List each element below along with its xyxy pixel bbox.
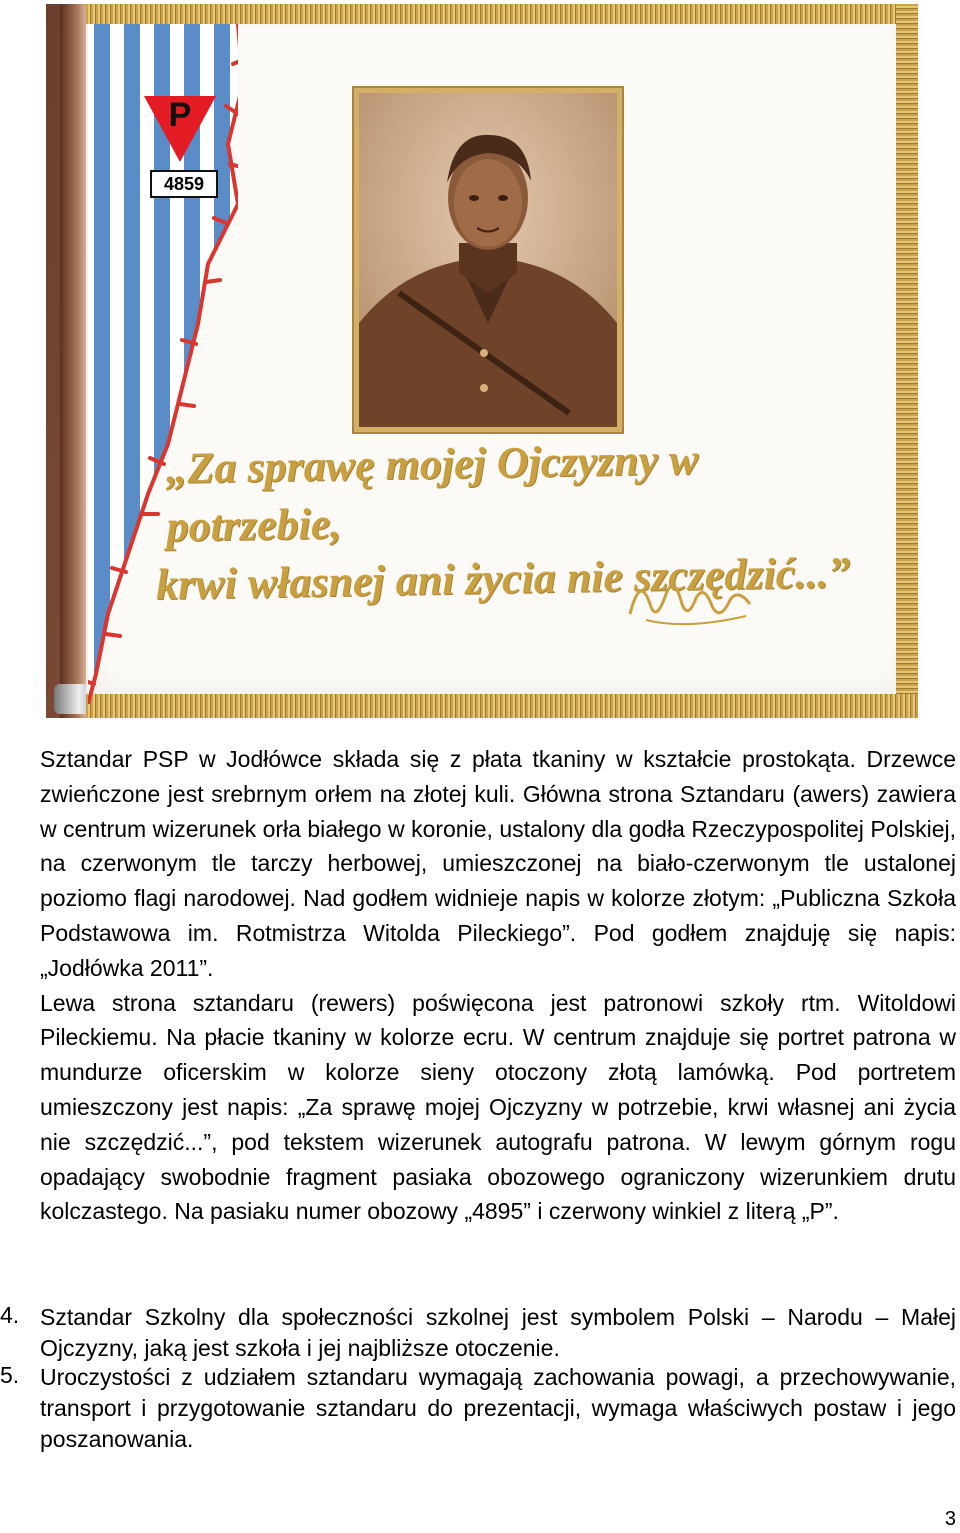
page-number: 3 <box>944 1508 956 1530</box>
paragraph-reverse: Lewa strona sztandaru (rewers) poświęcona jest patronowi szkoły rtm. Witoldowi Pileckiemu. Na płacie tkaniny w kolorze ecru. W centrum znajduje się portret patrona w mundurze oficerskim w kolorze sieny otoczony złotą lamówką. Pod portretem umieszczony jest napis: „Za sprawę mojej Ojczyzny w potrzebie, krwi własnej ani życia nie szczędzić...”, pod tekstem wizerunek autografu patrona. W lewym górnym rogu opadający swobodnie fragment pasiaka obozowego ograniczony wizerunkiem drutu kolczastego. Na pasiaku numer obozowy „4895” i czerwony winkiel z literą „P”. <box>40 989 956 1225</box>
document-body <box>40 742 956 1229</box>
paragraph-obverse: Sztandar PSP w Jodłówce składa się z płata tkaniny w kształcie prostokąta. Drzewce zwieńczone jest srebrnym orłem na złotej kuli. Główna strona Sztandaru (awers) zawiera w centrum wizerunek orła białego w koronie, ustalony dla godła Rzeczypospolitej Polskiej, na czerwonym tle tarczy herbowej, umieszczonej na biało-czerwonym tle ustalonej poziomo flagi narodowej. Nad godłem widnieje napis w kolorze złotym: „Publiczna Szkoła Podstawowa im. Rotmistrza Witolda Pileckiego”. Pod godłem znajduję się napis: „Jodłówka 2011”. <box>40 746 956 981</box>
list-item <box>0 1362 960 1452</box>
list-item <box>0 1302 960 1362</box>
list-item-text: Sztandar Szkolny dla społeczności szkolnej jest symbolem Polski – Narodu – Małej Ojczyzny, jaką jest szkoła i jej najbliższe otoczenie. <box>40 1304 956 1361</box>
list-item-number: 4. <box>0 1302 20 1328</box>
banner-quote-line2: krwi własnej ani życia nie szczędzić...” <box>155 547 851 610</box>
banner-quote-line1: „Za sprawę mojej Ojczyzny w potrzebie, <box>165 434 699 552</box>
camp-number: 4859 <box>150 170 218 198</box>
banner-fringe-top <box>86 4 912 24</box>
winkel-triangle-icon <box>142 94 218 164</box>
signature-icon <box>626 564 756 634</box>
banner-photo <box>46 4 918 718</box>
numbered-list <box>0 1302 960 1452</box>
list-item-number: 5. <box>0 1362 20 1388</box>
list-item-text: Uroczystości z udziałem sztandaru wymagają zachowania powagi, a przechowywanie, transport i przygotowanie sztandaru do prezentacji, wymaga właściwych postaw i jego poszanowania. <box>40 1364 956 1452</box>
banner-fringe-right <box>896 4 918 710</box>
patron-portrait <box>354 88 622 432</box>
winkel-letter: P <box>168 96 192 134</box>
